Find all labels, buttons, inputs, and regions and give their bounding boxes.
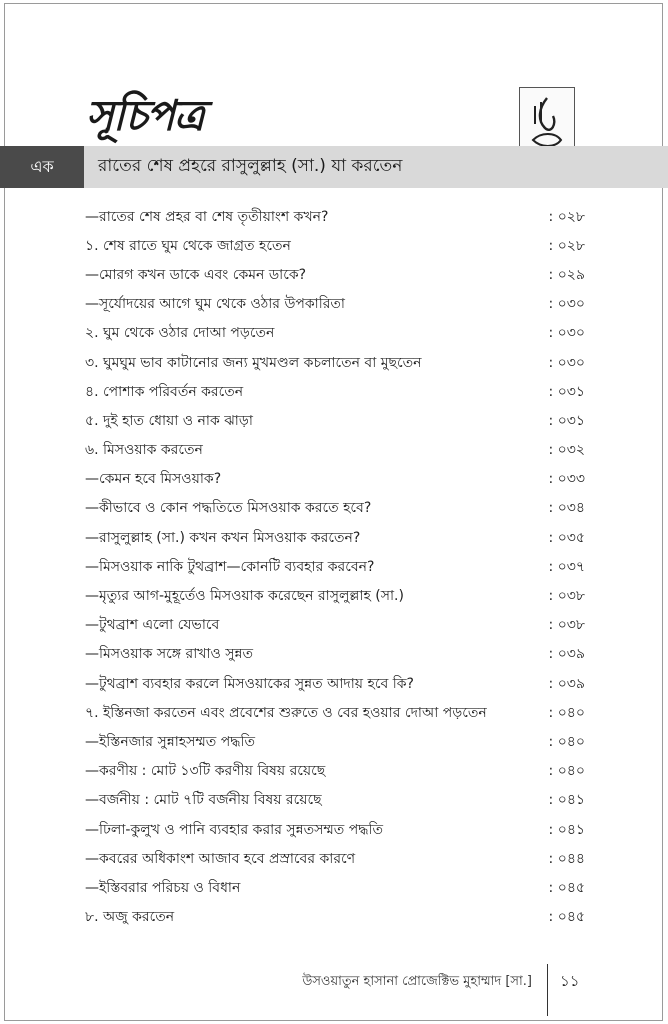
toc-entry-page: : ০৩৪	[548, 500, 585, 517]
toc-entry-page: : ০৩১	[548, 412, 585, 429]
toc-entry[interactable]	[85, 436, 585, 465]
toc-entry-page: : ০৩১	[548, 383, 585, 400]
chapter-header	[0, 146, 668, 188]
toc-entry[interactable]	[85, 581, 585, 610]
toc-entry[interactable]	[85, 377, 585, 406]
toc-entry-title: ৬. মিসওয়াক করতেন	[85, 442, 203, 459]
toc-entry[interactable]	[85, 348, 585, 377]
toc-entry-title: —মোরগ কখন ডাকে এবং কেমন ডাকে?	[85, 266, 307, 283]
toc-entry-title: —সূর্যোদয়ের আগে ঘুম থেকে ওঠার উপকারিতা	[85, 296, 345, 313]
toc-entry[interactable]	[85, 698, 585, 727]
page-title: সূচিপত্র	[86, 91, 204, 140]
toc-entry-title: —বর্জনীয় : মোট ৭টি বর্জনীয় বিষয় রয়েছে	[85, 792, 322, 809]
toc-entry-title: —মিসওয়াক নাকি টুথব্রাশ—কোনটি ব্যবহার করবেন?	[85, 558, 375, 575]
toc-entry[interactable]	[85, 727, 585, 756]
toc-entry[interactable]	[85, 844, 585, 873]
toc-entry-page: : ০৩০	[548, 325, 585, 342]
toc-entry-title: ১. শেষ রাতে ঘুম থেকে জাগ্রত হতেন	[85, 237, 291, 254]
toc-entry-page: : ০৩৯	[548, 646, 585, 663]
toc-entry-title: ২. ঘুম থেকে ওঠার দোআ পড়তেন	[85, 325, 275, 342]
toc-entry-page: : ০৪৫	[548, 879, 585, 896]
toc-entry-page: : ০৪০	[548, 733, 585, 750]
toc-entry-page: : ০৪৫	[548, 909, 585, 926]
toc-entry[interactable]	[85, 903, 585, 932]
toc-entry-title: —ইস্তিনজার সুন্নাহসম্মত পদ্ধতি	[85, 733, 255, 750]
toc-entry-page: : ০৩৮	[548, 588, 585, 605]
toc-entry-page: : ০৩০	[548, 354, 585, 371]
toc-entry-title: —কেমন হবে মিসওয়াক?	[85, 471, 222, 488]
footer-divider	[547, 964, 548, 1016]
toc-entry-title: —রাসুলুল্লাহ (সা.) কখন কখন মিসওয়াক করতেন?	[85, 529, 361, 546]
toc-entry-title: ৫. দুই হাত ধোয়া ও নাক ঝাড়া	[85, 412, 253, 429]
toc-entry-page: : ০৩৭	[548, 558, 585, 575]
toc-entry-title: ৪. পোশাক পরিবর্তন করতেন	[85, 383, 244, 400]
toc-entry-page: : ০২৮	[548, 208, 585, 225]
toc-entry-page: : ০৩৫	[548, 529, 585, 546]
chapter-number: এক	[0, 146, 84, 188]
toc-entry-page: : ০৩৮	[548, 617, 585, 634]
toc-entry-page: : ০৪০	[548, 763, 585, 780]
toc-entry-page: : ০৩৯	[548, 675, 585, 692]
footer-page-number: ১১	[560, 972, 580, 990]
toc-entry-title: —ঢিলা-কুলুখ ও পানি ব্যবহার করার সুন্নতসম্মত পদ্ধতি	[85, 821, 384, 838]
toc-entry[interactable]	[85, 202, 585, 231]
toc-entry-title: —রাতের শেষ প্রহর বা শেষ তৃতীয়াংশ কখন?	[85, 208, 329, 225]
toc-entry[interactable]	[85, 290, 585, 319]
toc-entry-page: : ০২৮	[548, 237, 585, 254]
toc-entry[interactable]	[85, 465, 585, 494]
toc-entry-title: ৭. ইস্তিনজা করতেন এবং প্রবেশের শুরুতে ও বের হওয়ার দোআ পড়তেন	[85, 704, 487, 721]
toc-entry[interactable]	[85, 260, 585, 289]
toc-entry-page: : ০৪১	[548, 792, 585, 809]
chapter-title[interactable]: রাতের শেষ প্রহরে রাসুলুল্লাহ (সা.) যা করতেন	[84, 146, 668, 188]
toc-entry[interactable]	[85, 494, 585, 523]
toc-entry[interactable]	[85, 873, 585, 902]
toc-entry-title: —মৃত্যুর আগ-মুহূর্তেও মিসওয়াক করেছেন রাসুলুল্লাহ (সা.)	[85, 588, 404, 605]
toc-entry[interactable]	[85, 231, 585, 260]
toc-entry-title: ৩. ঘুমঘুম ভাব কাটানোর জন্য মুখমণ্ডল কচলাতেন বা মুছতেন	[85, 354, 422, 371]
toc-entry-title: ৮. অজু করতেন	[85, 909, 175, 926]
toc-entry-title: —কীভাবে ও কোন পদ্ধতিতে মিসওয়াক করতে হবে?	[85, 500, 372, 517]
toc-entry-title: —টুথব্রাশ ব্যবহার করলে মিসওয়াকের সুন্নত আদায় হবে কি?	[85, 675, 414, 692]
toc-entry-page: : ০৪০	[548, 704, 585, 721]
toc-entry-page: : ০৩৩	[548, 471, 585, 488]
toc-entry-title: —করণীয় : মোট ১৩টি করণীয় বিষয় রয়েছে	[85, 763, 326, 780]
toc-entry-title: —ইস্তিবরার পরিচয় ও বিধান	[85, 879, 241, 896]
toc-entry-page: : ০৪৪	[548, 850, 585, 867]
toc-entry[interactable]	[85, 523, 585, 552]
table-of-contents	[85, 202, 585, 932]
toc-entry[interactable]	[85, 669, 585, 698]
toc-entry[interactable]	[85, 319, 585, 348]
toc-entry-page: : ০৩২	[548, 442, 585, 459]
toc-entry-page: : ০২৯	[548, 266, 585, 283]
toc-entry-title: —কবরের অধিকাংশ আজাব হবে প্রস্রাবের কারণে	[85, 850, 356, 867]
toc-entry[interactable]	[85, 815, 585, 844]
footer-book-title: উসওয়াতুন হাসানা প্রোজেক্টিভ মুহাম্মাদ [সা.]	[302, 974, 532, 989]
toc-entry[interactable]	[85, 786, 585, 815]
toc-entry-title: —টুথব্রাশ এলো যেভাবে	[85, 617, 220, 634]
toc-entry-title: —মিসওয়াক সঙ্গে রাখাও সুন্নত	[85, 646, 254, 663]
toc-entry[interactable]	[85, 552, 585, 581]
toc-entry[interactable]	[85, 640, 585, 669]
toc-entry[interactable]	[85, 406, 585, 435]
toc-entry-page: : ০৩০	[548, 296, 585, 313]
toc-entry[interactable]	[85, 757, 585, 786]
toc-entry-page: : ০৪১	[548, 821, 585, 838]
toc-entry[interactable]	[85, 611, 585, 640]
